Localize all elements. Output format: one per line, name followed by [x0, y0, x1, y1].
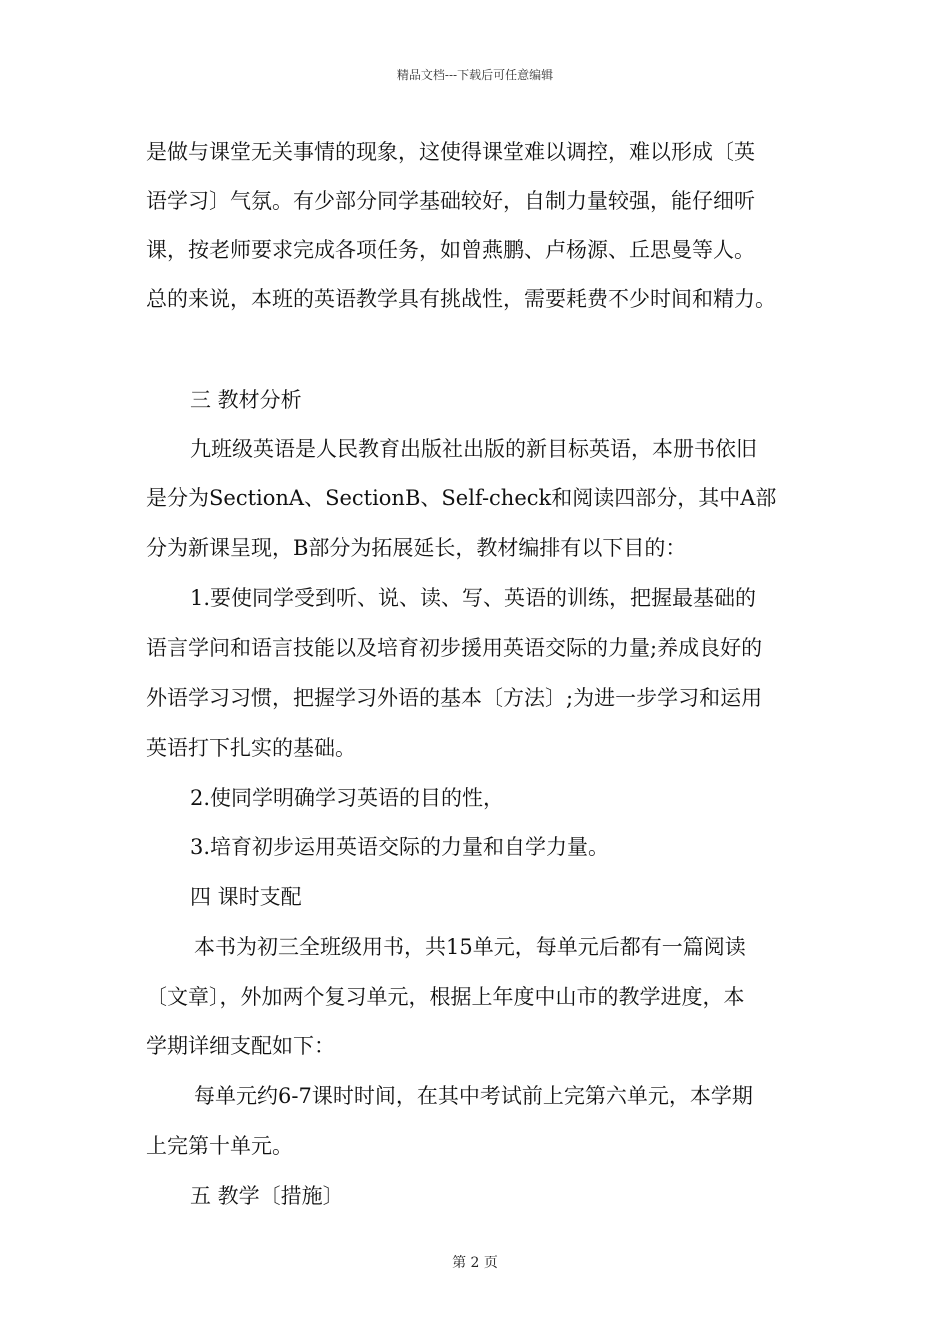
list-item: 1.要使同学受到听、说、读、写、英语的训练，把握最基础的: [190, 586, 757, 610]
text-line: 学期详细支配如下：: [146, 1034, 335, 1058]
section-heading: 五 教学〔措施〕: [190, 1184, 344, 1208]
text-line: 课，按老师要求完成各项任务，如曾燕鹏、卢杨源、丘思曼等人。: [146, 238, 755, 262]
text-line: 九班级英语是人民教育出版社出版的新目标英语，本册书依旧: [190, 437, 757, 461]
section-heading: 四 课时支配: [190, 885, 302, 909]
text-line: 外语学习习惯，把握学习外语的基本〔方法〕;为进一步学习和运用: [146, 686, 763, 710]
section-heading: 三 教材分析: [190, 388, 302, 412]
text-line: 分为新课呈现，B部分为拓展延长，教材编排有以下目的：: [146, 536, 687, 560]
page-footer: 第 2 页: [452, 1255, 498, 1271]
text-line: 语学习〕气氛。有少部分同学基础较好，自制力量较强，能仔细听: [146, 189, 755, 213]
text-line: 语言学问和语言技能以及培育初步援用英语交际的力量;养成良好的: [146, 636, 763, 660]
text-line: 总的来说，本班的英语教学具有挑战性，需要耗费不少时间和精力。: [146, 287, 776, 311]
text-line: 〔文章〕，外加两个复习单元，根据上年度中山市的教学进度，本: [146, 985, 745, 1009]
list-item: 3.培育初步运用英语交际的力量和自学力量。: [190, 835, 610, 859]
page-header: 精品文档---下载后可任意编辑: [396, 68, 554, 82]
text-line: 每单元约6-7课时时间，在其中考试前上完第六单元，本学期: [194, 1084, 753, 1108]
text-line: 是分为SectionA、SectionB、Self-check和阅读四部分，其中A部: [146, 486, 777, 510]
list-item: 2.使同学明确学习英语的目的性，: [190, 786, 505, 810]
text-line: 是做与课堂无关事情的现象，这使得课堂难以调控，难以形成〔英: [146, 140, 755, 164]
text-line: 上完第十单元。: [146, 1134, 293, 1158]
text-line: 本书为初三全班级用书，共15单元，每单元后都有一篇阅读: [194, 935, 746, 959]
text-line: 英语打下扎实的基础。: [146, 736, 356, 760]
